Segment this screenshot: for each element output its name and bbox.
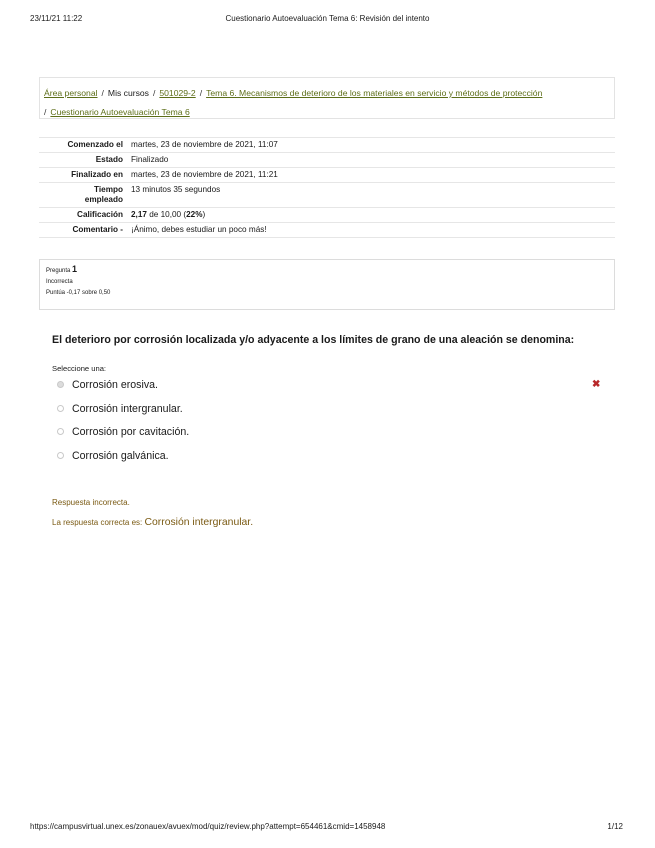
print-footer — [30, 822, 625, 836]
option-label: Corrosión por cavitación. — [72, 426, 190, 438]
summary-row-comment — [39, 223, 615, 238]
summary-label: Comentario - — [39, 223, 127, 238]
question-number-line — [46, 264, 608, 277]
print-page-number: 1/12 — [607, 822, 623, 831]
question-prefix: Pregunta — [46, 268, 71, 274]
question-state: Incorrecta — [46, 279, 73, 285]
radio-button[interactable] — [57, 452, 64, 459]
summary-row-started — [39, 138, 615, 153]
summary-label-line2: empleado — [84, 195, 123, 204]
radio-button[interactable] — [57, 405, 64, 412]
grade-percent: 22% — [186, 210, 203, 219]
answer-option[interactable] — [57, 376, 617, 400]
summary-label-line1: Tiempo — [94, 185, 123, 194]
breadcrumb-mis-cursos: Mis cursos — [107, 88, 149, 98]
radio-button[interactable] — [57, 428, 64, 435]
attempt-summary-table — [39, 137, 615, 238]
summary-value: 13 minutos 35 segundos — [127, 183, 615, 208]
correct-answer-prefix: La respuesta correcta es: — [52, 518, 145, 527]
breadcrumb-separator: / — [152, 88, 156, 98]
breadcrumb-separator: / — [101, 88, 104, 98]
summary-row-grade — [39, 208, 615, 223]
breadcrumb-separator: / — [44, 107, 47, 117]
summary-label: Finalizado en — [39, 168, 127, 183]
summary-label — [39, 183, 127, 208]
answer-option[interactable] — [57, 400, 617, 424]
print-header — [30, 14, 625, 28]
print-title: Cuestionario Autoevaluación Tema 6: Revisión del intento — [225, 14, 430, 23]
select-one-label: Seleccione una: — [52, 364, 107, 373]
print-url: https://campusvirtual.unex.es/zonauex/avuex/mod/quiz/review.php?attempt=654461&cmid=1458948 — [30, 822, 386, 831]
answer-option[interactable] — [57, 423, 617, 447]
grade-mid: de 10,00 ( — [146, 210, 187, 219]
grade-score: 2,17 — [131, 210, 147, 219]
radio-button-selected[interactable] — [57, 381, 64, 388]
breadcrumb-course[interactable]: 501029-2 — [159, 88, 196, 98]
breadcrumb-section[interactable]: Tema 6. Mecanismos de deterioro de los materiales en servicio y métodos de protección — [206, 88, 543, 98]
incorrect-x-icon: ✖ — [592, 379, 601, 390]
summary-label: Calificación — [39, 208, 127, 223]
question-text: El deterioro por corrosión localizada y/o adyacente a los límites de grano de una aleación se denomina: — [52, 334, 575, 346]
option-label: Corrosión erosiva. — [72, 379, 158, 391]
breadcrumb — [39, 77, 615, 119]
option-label: Corrosión galvánica. — [72, 449, 169, 462]
summary-value: martes, 23 de noviembre de 2021, 11:07 — [127, 138, 615, 153]
summary-value: ¡Ánimo, debes estudiar un poco más! — [127, 223, 615, 238]
summary-label: Comenzado el — [39, 138, 127, 153]
summary-row-time — [39, 183, 615, 208]
print-datetime: 23/11/21 11:22 — [30, 14, 83, 23]
answer-option[interactable] — [57, 447, 617, 471]
grade-end: ) — [202, 210, 206, 219]
general-feedback: Respuesta incorrecta. — [52, 498, 130, 507]
summary-value: martes, 23 de noviembre de 2021, 11:21 — [127, 168, 615, 183]
correct-answer-text: Corrosión intergranular. — [144, 517, 254, 528]
breadcrumb-separator: / — [199, 88, 203, 98]
question-points: Puntúa -0,17 sobre 0,50 — [46, 290, 111, 296]
breadcrumb-area-personal[interactable]: Área personal — [44, 88, 98, 98]
correct-answer-feedback — [52, 517, 253, 528]
option-label: Corrosión intergranular. — [72, 402, 183, 415]
summary-row-state — [39, 153, 615, 168]
question-info-box — [39, 259, 615, 310]
summary-row-finished — [39, 168, 615, 183]
summary-value: Finalizado — [127, 153, 615, 168]
summary-value — [127, 208, 615, 223]
breadcrumb-quiz[interactable]: Cuestionario Autoevaluación Tema 6 — [50, 107, 190, 117]
summary-label: Estado — [39, 153, 127, 168]
answer-options — [57, 376, 617, 470]
question-number: 1 — [72, 264, 78, 274]
